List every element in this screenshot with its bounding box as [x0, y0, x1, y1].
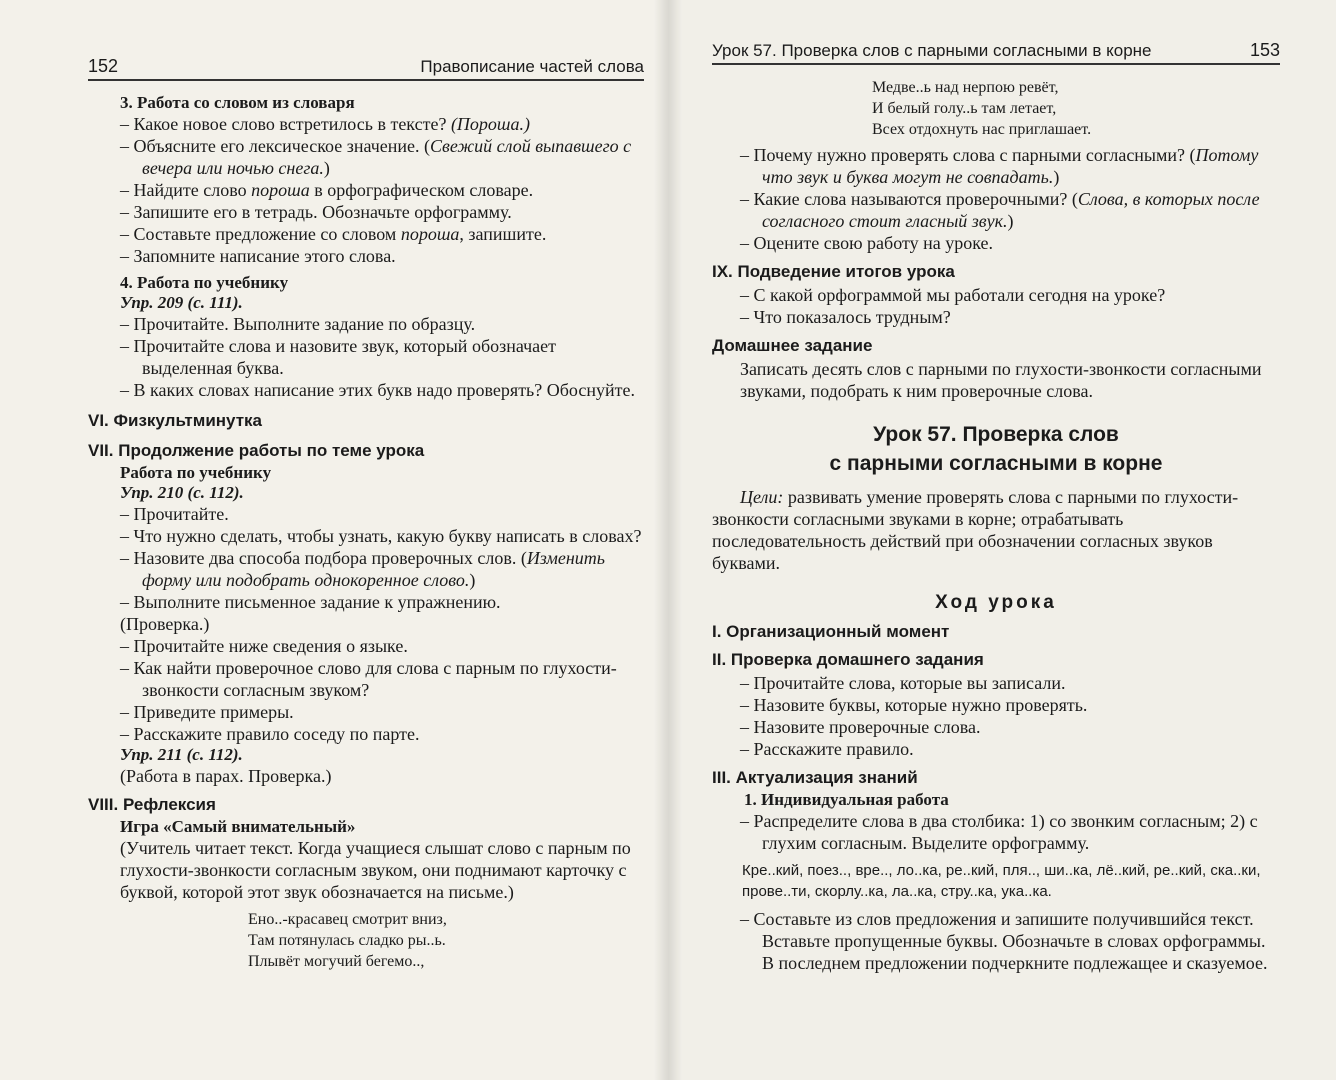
section-4-items: [88, 313, 644, 401]
list-item: – С какой орфограммой мы работали сегодня на уроке?: [740, 285, 1166, 305]
section-vii-items-1: [88, 503, 644, 613]
list-item: [740, 144, 1280, 188]
list-item: [120, 547, 644, 591]
goals-text: развивать умение проверять слова с парными по глухости-звонкости согласными звуками в корне; отрабатывать последовательность действий при обозначении согласных звуков буквами.: [712, 487, 1239, 573]
item-text: – Объясните его лексическое значение. (: [120, 136, 431, 156]
section-viii-title: VIII. Рефлексия: [88, 795, 216, 814]
lesson-title-line-2: с парными согласными в корне: [829, 452, 1163, 475]
item-italic: (Пороша.): [450, 114, 531, 134]
item-text: – Что нужно сделать, чтобы узнать, какую букву написать в словах?: [120, 526, 642, 546]
item-italic: Свежий слой выпавшего с вечера или ночью снега.: [142, 136, 632, 178]
pairs-note: (Работа в парах. Проверка.): [120, 766, 332, 786]
item-text: – Составьте предложение со словом: [120, 224, 401, 244]
section-iii-title: III. Актуализация знаний: [712, 768, 918, 787]
item-italic: пороша: [251, 180, 310, 200]
section-ii-title: II. Проверка домашнего задания: [712, 650, 984, 669]
list-item: [120, 113, 644, 135]
section-vii-items-2: [88, 635, 644, 745]
list-item: [120, 201, 644, 223]
task-compose: – Составьте из слов предложения и запишите получившийся текст. Вставьте пропущенные буквы. Обозначьте в словах орфограммы. В последнем предложении подчеркните подлежащее и сказуемое.: [740, 909, 1268, 973]
page-number-right: 153: [1249, 40, 1280, 60]
item-text: – Выполните письменное задание к упражнению.: [120, 592, 501, 612]
lesson-goals: [712, 486, 1280, 574]
section-3-title: 3. Работа со словом из словаря: [120, 93, 355, 112]
list-item: – Как найти проверочное слово для слова с парным по глухости-звонкости согласным звуком?: [120, 658, 617, 700]
item-text: – Найдите слово: [120, 180, 252, 200]
lesson-title: [712, 420, 1280, 478]
list-item: – Расскажите правило соседу по парте.: [120, 724, 420, 744]
list-item: – Назовите буквы, которые нужно проверять.: [740, 695, 1088, 715]
exercise-210: Упр. 210 (с. 112).: [120, 483, 244, 502]
item-text: – Запомните написание этого слова.: [120, 246, 396, 266]
list-item: – Прочитайте слова и назовите звук, который обозначает выделенная буква.: [120, 336, 557, 378]
reflection-questions: [712, 144, 1280, 254]
poem-left: [248, 909, 644, 972]
goals-label: Цели:: [740, 487, 784, 507]
list-item: – Что показалось трудным?: [740, 307, 951, 327]
list-item: – Расскажите правило.: [740, 739, 914, 759]
item-text: – Назовите два способа подбора проверочных слов. (: [120, 548, 527, 568]
item-italic: Слова, в которых после согласного стоит гласный звук.: [762, 189, 1260, 231]
list-item: – Прочитайте ниже сведения о языке.: [120, 636, 408, 656]
item-text: – Почему нужно проверять слова с парными согласными? (: [740, 145, 1196, 165]
homework-text: Записать десять слов с парными по глухости-звонкости согласными звуками, подобрать к ним проверочные слова.: [740, 359, 1262, 401]
homework-title: Домашнее задание: [712, 336, 873, 355]
item-tail: в орфографическом словаре.: [309, 180, 534, 200]
item-text: – Какие слова называются проверочными? (: [740, 189, 1078, 209]
exercise-211: Упр. 211 (с. 112).: [120, 745, 243, 764]
page-number-left: 152: [88, 56, 119, 76]
word-list: Кре..кий, поез.., вре.., ло..ка, ре..кий, пля.., ши..ка, лё..кий, ре..кий, ска..ки, прове..ти, скорлу..ка, ла..ка, стру..ка, ука..ка.: [742, 862, 1261, 900]
item-text: – Оцените свою работу на уроке.: [740, 233, 994, 253]
item-tail: ): [323, 158, 330, 178]
left-page-header: [88, 56, 644, 81]
list-item: [740, 188, 1280, 232]
section-ii-items: [712, 672, 1280, 760]
check-note: (Проверка.): [120, 614, 210, 634]
poem-line: Плывёт могучий бегемо..,: [248, 953, 425, 970]
list-item: – В каких словах написание этих букв надо проверять? Обоснуйте.: [120, 380, 635, 400]
item-text: – Запишите его в тетрадь. Обозначьте орфограмму.: [120, 202, 512, 222]
item-text: – Прочитайте.: [120, 504, 229, 524]
section-4-title: 4. Работа по учебнику: [120, 273, 289, 292]
item-tail: , запишите.: [459, 224, 547, 244]
poem-line: Всех отдохнуть нас приглашает.: [872, 121, 1092, 138]
lesson-title-line-1: Урок 57. Проверка слов: [873, 423, 1119, 446]
poem-line: И белый голу..ь там летает,: [872, 100, 1057, 117]
list-item: [120, 135, 644, 179]
section-ix-items: [712, 284, 1280, 328]
section-iii-subtitle: 1. Индивидуальная работа: [744, 790, 949, 809]
task-distribute: – Распределите слова в два столбика: 1) со звонким согласным; 2) с глухим согласным. Выделите орфограмму.: [740, 811, 1258, 853]
list-item: [740, 232, 1280, 254]
section-ix-title: IX. Подведение итогов урока: [712, 262, 955, 281]
section-i-title: I. Организационный момент: [712, 622, 950, 641]
running-head-left: Правописание частей слова: [420, 57, 644, 76]
poem-line: Ено..-красавец смотрит вниз,: [248, 911, 447, 928]
game-title: Игра «Самый внимательный»: [120, 817, 356, 836]
running-head-right: Урок 57. Проверка слов с парными согласными в корне: [712, 41, 1152, 60]
section-3-items: [88, 113, 644, 267]
item-italic: Изменить форму или подобрать однокоренное слово.: [142, 548, 605, 590]
item-tail: ): [1053, 167, 1060, 187]
item-italic: Потому что звук и буква могут не совпадать.: [762, 145, 1259, 187]
list-item: – Прочитайте. Выполните задание по образцу.: [120, 314, 476, 334]
list-item: – Назовите проверочные слова.: [740, 717, 981, 737]
right-page: [668, 0, 1336, 1080]
section-vii-title: VII. Продолжение работы по теме урока: [88, 441, 425, 460]
list-item: [120, 591, 644, 613]
book-gutter-shadow: [654, 0, 682, 1080]
item-text: – Какое новое слово встретилось в тексте?: [120, 114, 451, 134]
item-tail: ): [1007, 211, 1014, 231]
exercise-209: Упр. 209 (с. 111).: [120, 293, 243, 312]
game-description: (Учитель читает текст. Когда учащиеся слышат слово с парным по глухости-звонкости согласным звуком, они поднимают карточку с буквой, которой этот звук обозначается на письме.): [120, 838, 631, 902]
list-item: [120, 245, 644, 267]
poem-line: Медве..ь над нерпою ревёт,: [872, 79, 1059, 96]
list-item: [120, 179, 644, 201]
right-page-header: [712, 40, 1280, 65]
list-item: – Приведите примеры.: [120, 702, 294, 722]
course-title: Ход урока: [935, 592, 1057, 613]
list-item: [120, 503, 644, 525]
list-item: [120, 223, 644, 245]
poem-right: [872, 77, 1280, 140]
section-vii-subtitle: Работа по учебнику: [120, 463, 272, 482]
poem-line: Там потянулась сладко ры..ь.: [248, 932, 446, 949]
section-vi-title: VI. Физкультминутка: [88, 411, 262, 430]
list-item: – Прочитайте слова, которые вы записали.: [740, 673, 1066, 693]
list-item: [120, 525, 644, 547]
item-italic: пороша: [400, 224, 460, 244]
item-tail: ): [469, 570, 476, 590]
